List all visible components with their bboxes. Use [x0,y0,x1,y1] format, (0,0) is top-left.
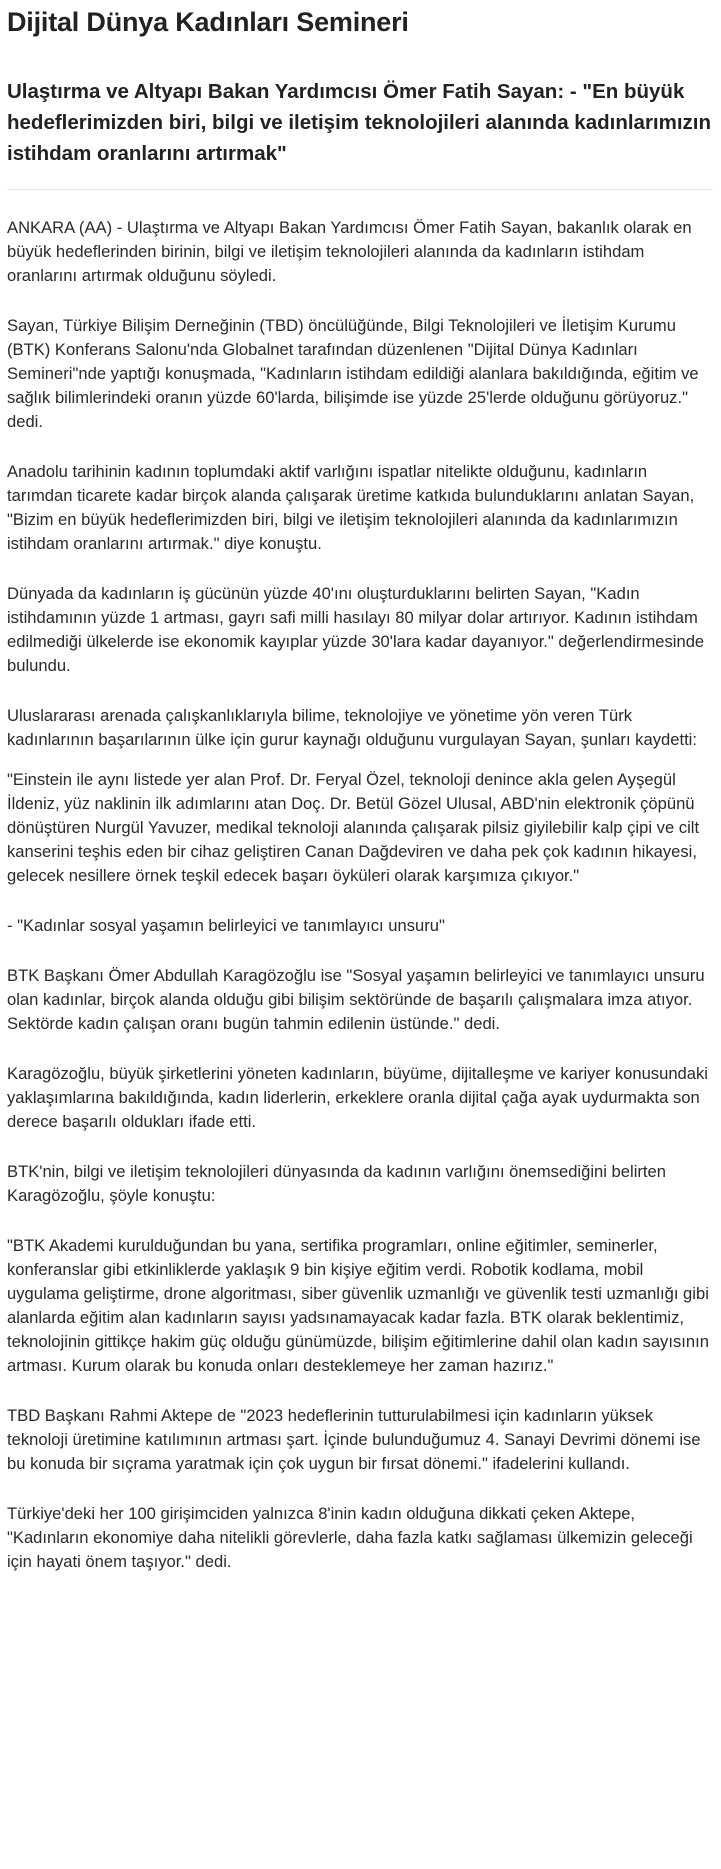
paragraph: ANKARA (AA) - Ulaştırma ve Altyapı Bakan Yardımcısı Ömer Fatih Sayan, bakanlık olarak en büyük hedeflerinden birinin, bilgi ve iletişim teknolojileri alanında da kadınların istihdam oranlarını artırmak olduğunu söyledi. [7,218,692,285]
paragraph: BTK'nin, bilgi ve iletişim teknolojileri dünyasında da kadının varlığını önemsediğini belirten Karagözoğlu, şöyle konuştu: [7,1162,666,1205]
article-title: Dijital Dünya Kadınları Semineri [7,7,409,37]
paragraph: Karagözoğlu, büyük şirketlerini yöneten kadınların, büyüme, dijitalleşme ve kariyer konusundaki yaklaşımlarına bakıldığında, kadın liderlerin, erkeklere oranla dijital çağa ayak uydurmakta son derece başarılı oldukları ifade etti. [7,1064,708,1131]
paragraph: TBD Başkanı Rahmi Aktepe de "2023 hedeflerinin tutturulabilmesi için kadınların yüksek teknoloji üretimine katılımının artması şart. İçinde bulunduğumuz 4. Sanayi Devrimi dönemi ise bu konuda bir sıçrama yaratmak için çok uygun bir fırsat dönemi." ifadelerini kullandı. [7,1406,701,1473]
article-subtitle: Ulaştırma ve Altyapı Bakan Yardımcısı Ömer Fatih Sayan: - "En büyük hedeflerimizden biri, bilgi ve iletişim teknolojileri alanında kadınlarımızın istihdam oranlarını artırmak" [7,80,712,165]
section-heading: - "Kadınlar sosyal yaşamın belirleyici ve tanımlayıcı unsuru" [7,916,445,935]
quote-paragraph: "BTK Akademi kurulduğundan bu yana, sertifika programları, online eğitimler, seminerler, konferanslar gibi etkinliklerde yaklaşık 9 bin kişiye eğitim verdi. Robotik kodlama, mobil uygulama geliştirme, drone algoritması, siber güvenlik uzmanlığı ve güvenlik testi uzmanlığı gibi alanlarda eğitim alan kadınların sayısı yadsınamayacak kadar fazla. BTK olarak beklentimiz, teknolojinin gittikçe hakim güç olduğu günümüzde, bilişim eğitimlerine dahil olan kadın sayısının artması. Kurum olarak bu konuda onları desteklemeye her zaman hazırız." [7,1236,709,1375]
paragraph: Anadolu tarihinin kadının toplumdaki aktif varlığını ispatlar nitelikte olduğunu, kadınların tarımdan ticarete kadar birçok alanda çalışarak üretime katkıda bulunduklarını anlatan Sayan, "Bizim en büyük hedeflerimizden biri, bilgi ve iletişim teknolojileri alanında da kadınlarımızın istihdam oranlarını artırmak." diye konuştu. [7,462,695,553]
paragraph: Sayan, Türkiye Bilişim Derneğinin (TBD) öncülüğünde, Bilgi Teknolojileri ve İletişim Kurumu (BTK) Konferans Salonu'nda Globalnet tarafından düzenlenen "Dijital Dünya Kadınları Semineri"nde yaptığı konuşmada, "Kadınların istihdam edildiği alanlara bakıldığında, eğitim ve sağlık bilimlerindeki oranın yüzde 60'larda, bilişimde ise yüzde 25'lerde olduğunu görüyoruz." dedi. [7,316,699,431]
quote-paragraph: "Einstein ile aynı listede yer alan Prof. Dr. Feryal Özel, teknoloji denince akla gelen Ayşegül İldeniz, yüz naklinin ilk adımlarını atan Doç. Dr. Betül Gözel Ulusal, ABD'nin elektronik çöpünü dönüştüren Nurgül Yavuzer, medikal teknoloji alanında çalışarak pilsiz giyilebilir kalp çipi ve cilt kanserini teşhis eden bir cihaz geliştiren Canan Dağdeviren ve daha pek çok kadının hikayesi, gelecek nesillere örnek teşkil edecek başarı öyküleri olarak karşımıza çıkıyor." [7,770,700,885]
paragraph: Türkiye'deki her 100 girişimciden yalnızca 8'inin kadın olduğuna dikkati çeken Aktepe, "Kadınların ekonomiye daha nitelikli görevlerle, daha fazla katkı sağlaması ülkemizin geleceği için hayati önem taşıyor." dedi. [7,1504,693,1571]
paragraph: BTK Başkanı Ömer Abdullah Karagözoğlu ise "Sosyal yaşamın belirleyici ve tanımlayıcı unsuru olan kadınlar, birçok alanda olduğu gibi bilişim sektöründe de başarılı çalışmalara imza atıyor. Sektörde kadın çalışan oranı bugün tahmin edilenin üstünde." dedi. [7,966,705,1033]
paragraph: Uluslararası arenada çalışkanlıklarıyla bilime, teknolojiye ve yönetime yön veren Türk kadınlarının başarılarının ülke için gurur kaynağı olduğunu vurgulayan Sayan, şunları kaydetti: [7,706,697,749]
paragraph: Dünyada da kadınların iş gücünün yüzde 40'ını oluşturduklarını belirten Sayan, "Kadın istihdamının yüzde 1 artması, gayrı safi milli hasılayı 80 milyar dolar artırıyor. Kadının istihdam edilmediği ülkelerde ise ekonomik kayıplar yüzde 30'lara kadar dayanıyor." değerlendirmesinde bulundu. [7,584,705,675]
article-body [7,216,713,1574]
divider [7,189,713,190]
